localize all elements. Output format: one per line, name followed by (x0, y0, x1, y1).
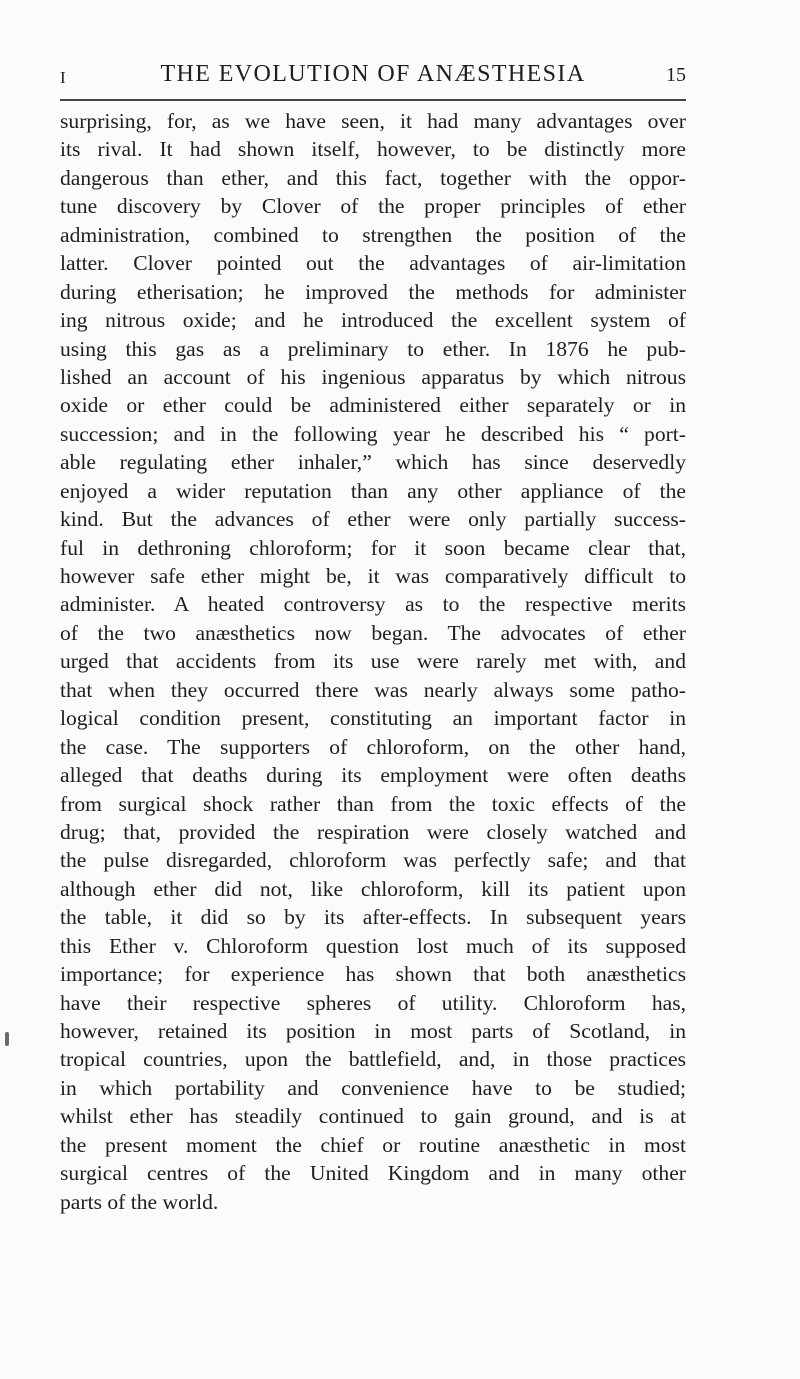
text-line: that when they occurred there was nearly always some patho- (60, 677, 686, 702)
text-line: administer. A heated controversy as to the respective merits (60, 592, 686, 617)
text-line: the present moment the chief or routine anæsthetic in most (60, 1132, 686, 1157)
text-line: of the two anæsthetics now began. The advocates of ether (60, 620, 686, 645)
text-line: however safe ether might be, it was comparatively difficult to (60, 564, 686, 588)
text-line: tropical countries, upon the battlefield, and, in those practices (60, 1047, 686, 1072)
page-number: 15 (666, 64, 686, 86)
text-line: ful in dethroning chloroform; for it soon became clear that, (60, 535, 686, 560)
text-line: oxide or ether could be administered either separately or in (60, 393, 686, 418)
text-line: its rival. It had shown itself, however, to be distinctly more (60, 137, 686, 162)
text-line: ing nitrous oxide; and he introduced the excellent system of (60, 308, 686, 333)
text-line: surprising, for, as we have seen, it had many advantages over (60, 109, 686, 133)
chapter-number: I (60, 68, 67, 87)
margin-ink-mark (5, 1032, 9, 1046)
text-line: whilst ether has steadily continued to gain ground, and is at (60, 1104, 686, 1129)
text-line: able regulating ether inhaler,” which has since deservedly (60, 450, 686, 475)
text-line: however, retained its position in most parts of Scotland, in (60, 1019, 686, 1043)
text-line: dangerous than ether, and this fact, together with the oppor- (60, 165, 686, 190)
running-title: THE EVOLUTION OF ANÆSTHESIA (160, 61, 586, 87)
text-line: surgical centres of the United Kingdom and in many other (60, 1161, 686, 1186)
text-line: although ether did not, like chloroform, kill its patient upon (60, 876, 686, 901)
text-line: the table, it did so by its after-effects. In subsequent years (60, 905, 686, 930)
text-line: drug; that, provided the respiration were closely watched and (60, 819, 686, 844)
text-line: have their respective spheres of utility. Chloroform has, (60, 990, 686, 1015)
text-line: succession; and in the following year he described his “ port- (60, 421, 686, 446)
header-rule (60, 99, 686, 101)
running-header (60, 60, 686, 96)
text-line: latter. Clover pointed out the advantages of air-limitation (60, 251, 686, 276)
text-line: alleged that deaths during its employment were often deaths (60, 763, 686, 788)
text-line: administration, combined to strengthen the position of the (60, 222, 686, 247)
text-line: this Ether v. Chloroform question lost much of its supposed (60, 933, 686, 958)
text-line: during etherisation; he improved the methods for administer (60, 279, 686, 304)
text-line: parts of the world. (60, 1189, 219, 1214)
text-line: kind. But the advances of ether were only partially success- (60, 507, 686, 532)
text-line: using this gas as a preliminary to ether. In 1876 he pub- (60, 336, 686, 361)
text-line: tune discovery by Clover of the proper principles of ether (60, 194, 686, 219)
text-line: lished an account of his ingenious apparatus by which nitrous (60, 364, 686, 389)
text-line: importance; for experience has shown that both anæsthetics (60, 962, 686, 987)
text-line: enjoyed a wider reputation than any other appliance of the (60, 478, 686, 503)
text-line: in which portability and convenience have to be studied; (60, 1075, 686, 1100)
body-text (60, 107, 686, 1216)
text-line: the case. The supporters of chloroform, on the other hand, (60, 734, 686, 759)
text-line: from surgical shock rather than from the toxic effects of the (60, 791, 686, 816)
text-line: logical condition present, constituting an important factor in (60, 706, 686, 731)
text-line: urged that accidents from its use were rarely met with, and (60, 649, 686, 674)
text-line: the pulse disregarded, chloroform was perfectly safe; and that (60, 848, 686, 873)
